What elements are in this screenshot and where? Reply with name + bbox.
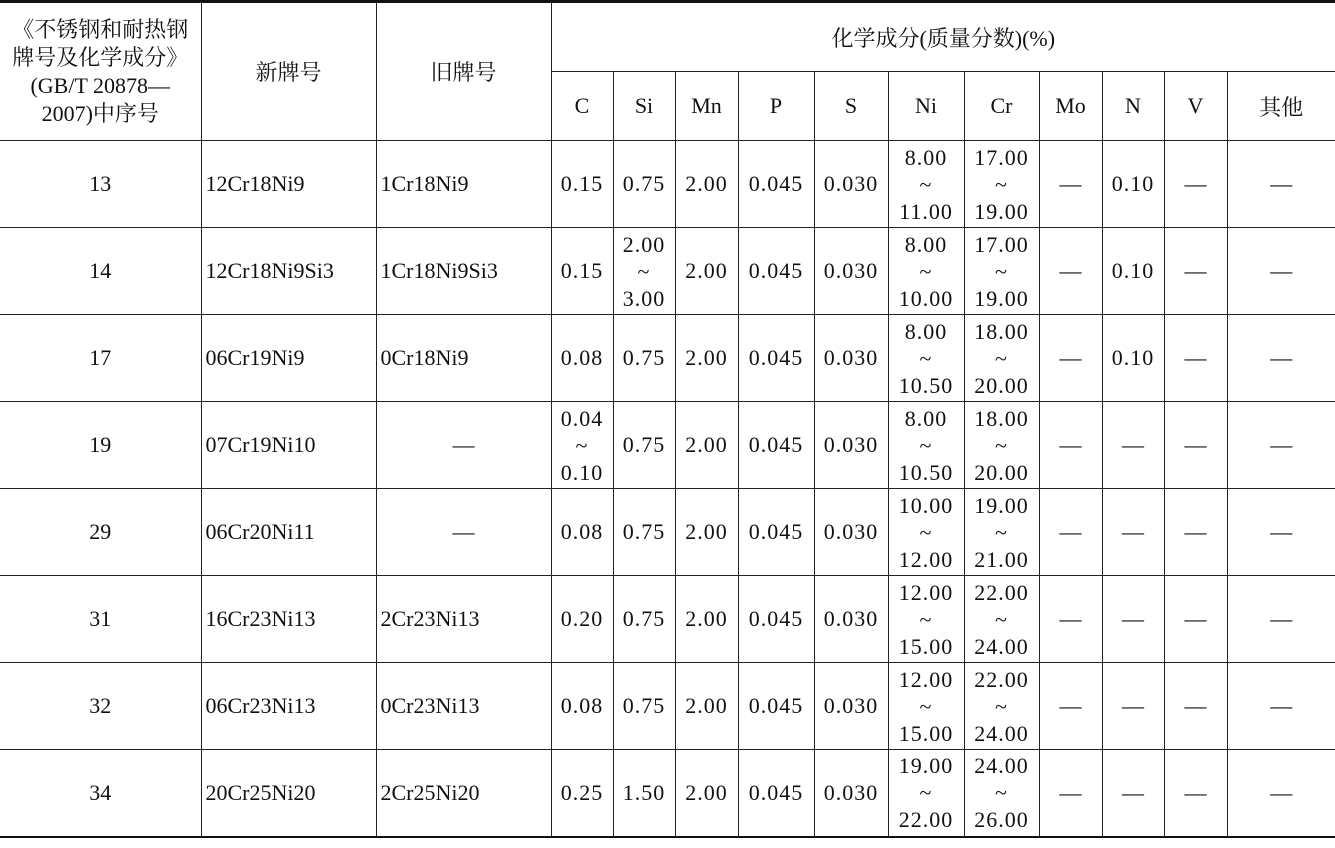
cell-other — [1227, 315, 1335, 402]
table-row — [0, 402, 1335, 489]
cell-value-line: 15.00 — [898, 720, 954, 746]
cell-value: — — [1270, 432, 1293, 457]
cell-ni — [888, 141, 964, 228]
cell-value: 0.030 — [823, 693, 879, 718]
cell-value-line: ~ — [995, 258, 1008, 284]
cell-value-line: 19.00 — [974, 198, 1029, 224]
cell-seq: 32 — [0, 663, 201, 750]
cell-mo — [1039, 663, 1102, 750]
cell-value-line: ~ — [575, 432, 589, 458]
header-new-grade: 新牌号 — [201, 2, 376, 141]
cell-value-line: ~ — [995, 432, 1008, 458]
cell-si — [613, 489, 675, 576]
cell-value-line: 18.00 — [974, 318, 1029, 344]
cell-value: 1.50 — [622, 779, 666, 805]
cell-value: — — [1184, 258, 1207, 283]
cell-value-line: 11.00 — [899, 198, 953, 224]
cell-other — [1227, 228, 1335, 315]
header-std-seq — [0, 2, 201, 141]
cell-seq: 14 — [0, 228, 201, 315]
cell-value-line: 12.00 — [898, 579, 954, 605]
cell-value: — — [1270, 606, 1293, 631]
table-row — [0, 750, 1335, 837]
cell-value: 0.15 — [560, 258, 604, 283]
cell-n — [1102, 576, 1164, 663]
cell-value-line: 8.00 — [904, 231, 948, 257]
cell-value: 0.75 — [622, 519, 666, 544]
cell-new-grade: 20Cr25Ni20 — [201, 750, 376, 837]
cell-mo — [1039, 750, 1102, 837]
cell-c — [551, 228, 613, 315]
cell-p — [738, 750, 814, 837]
cell-value: — — [1122, 432, 1144, 457]
cell-mn — [675, 663, 738, 750]
cell-mn — [675, 315, 738, 402]
cell-new-grade: 06Cr23Ni13 — [201, 663, 376, 750]
cell-value: 0.045 — [748, 258, 804, 283]
cell-value-line: 26.00 — [974, 807, 1029, 833]
cell-value: 0.15 — [560, 171, 604, 196]
cell-v — [1164, 402, 1227, 489]
cell-value: — — [1184, 606, 1207, 631]
cell-v — [1164, 228, 1227, 315]
cell-value-line: ~ — [995, 345, 1008, 371]
cell-value-line: 8.00 — [904, 405, 948, 431]
cell-value: — — [1059, 606, 1082, 631]
cell-value: — — [1270, 779, 1293, 805]
cell-other — [1227, 489, 1335, 576]
header-element: Ni — [888, 72, 964, 141]
header-element: 其他 — [1227, 72, 1335, 141]
cell-n — [1102, 663, 1164, 750]
cell-si — [613, 402, 675, 489]
table-body — [0, 141, 1335, 837]
cell-n — [1102, 315, 1164, 402]
cell-v — [1164, 315, 1227, 402]
header-element: S — [814, 72, 888, 141]
cell-s — [814, 228, 888, 315]
cell-cr — [964, 315, 1039, 402]
cell-new-grade: 12Cr18Ni9 — [201, 141, 376, 228]
cell-value: 2.00 — [685, 693, 728, 718]
cell-cr — [964, 141, 1039, 228]
header-std-line: 《不锈钢和耐热钢 — [12, 16, 189, 42]
cell-value: — — [1270, 258, 1293, 283]
cell-value: — — [1059, 779, 1082, 805]
cell-ni — [888, 228, 964, 315]
table-row — [0, 315, 1335, 402]
cell-value-line: 18.00 — [974, 405, 1029, 431]
cell-value-line: ~ — [919, 693, 933, 719]
header-element: Cr — [964, 72, 1039, 141]
cell-value-line: 19.00 — [974, 492, 1029, 518]
cell-value: 0.75 — [622, 693, 666, 718]
cell-value: 0.75 — [622, 171, 666, 196]
cell-value: — — [1122, 606, 1144, 631]
cell-ni — [888, 663, 964, 750]
cell-value-line: 22.00 — [974, 666, 1029, 692]
cell-value-line: 2.00 — [622, 231, 666, 257]
cell-c — [551, 402, 613, 489]
cell-value-line: 22.00 — [898, 807, 954, 833]
cell-c — [551, 489, 613, 576]
cell-seq: 13 — [0, 141, 201, 228]
cell-value: — — [1059, 519, 1082, 544]
cell-v — [1164, 489, 1227, 576]
header-element: Si — [613, 72, 675, 141]
cell-ni — [888, 489, 964, 576]
cell-value: — — [1184, 432, 1207, 457]
cell-si — [613, 228, 675, 315]
cell-value: 0.10 — [1111, 345, 1155, 370]
cell-value: 0.25 — [560, 779, 604, 805]
cell-value: 2.00 — [685, 258, 728, 283]
cell-p — [738, 663, 814, 750]
cell-value-line: ~ — [919, 606, 933, 632]
cell-value-line: ~ — [995, 780, 1008, 806]
cell-value: 0.030 — [823, 345, 879, 370]
cell-value: 0.030 — [823, 519, 879, 544]
header-composition: 化学成分(质量分数)(%) — [551, 2, 1335, 72]
table-row — [0, 141, 1335, 228]
cell-c — [551, 141, 613, 228]
cell-s — [814, 663, 888, 750]
cell-new-grade: 06Cr20Ni11 — [201, 489, 376, 576]
cell-old-grade: — — [376, 402, 551, 489]
cell-value: 0.045 — [748, 432, 804, 457]
table-row — [0, 228, 1335, 315]
header-element: N — [1102, 72, 1164, 141]
header-std-line: 2007)中序号 — [41, 100, 159, 126]
cell-n — [1102, 402, 1164, 489]
cell-value: 2.00 — [685, 171, 728, 196]
cell-new-grade: 12Cr18Ni9Si3 — [201, 228, 376, 315]
cell-other — [1227, 663, 1335, 750]
cell-value: — — [1059, 171, 1082, 196]
cell-mo — [1039, 489, 1102, 576]
cell-value: — — [1122, 693, 1144, 718]
cell-value: 0.030 — [823, 606, 879, 631]
cell-ni — [888, 576, 964, 663]
cell-new-grade: 16Cr23Ni13 — [201, 576, 376, 663]
cell-value-line: 24.00 — [974, 720, 1029, 746]
cell-value-line: 19.00 — [974, 285, 1029, 311]
cell-other — [1227, 576, 1335, 663]
cell-n — [1102, 141, 1164, 228]
cell-value-line: 10.50 — [898, 372, 954, 398]
cell-value-line: 17.00 — [974, 144, 1029, 170]
cell-c — [551, 663, 613, 750]
cell-old-grade: 2Cr23Ni13 — [376, 576, 551, 663]
cell-mo — [1039, 402, 1102, 489]
cell-value-line: ~ — [919, 519, 933, 545]
cell-value: — — [1059, 345, 1082, 370]
cell-value-line: 22.00 — [974, 579, 1029, 605]
cell-value: 0.08 — [560, 693, 604, 718]
cell-mn — [675, 489, 738, 576]
cell-value-line: 24.00 — [974, 633, 1029, 659]
cell-ni — [888, 402, 964, 489]
cell-value: — — [1270, 345, 1293, 370]
cell-seq: 19 — [0, 402, 201, 489]
cell-cr — [964, 750, 1039, 837]
cell-value-line: 3.00 — [622, 285, 666, 311]
cell-old-grade: 0Cr18Ni9 — [376, 315, 551, 402]
cell-value-line: 17.00 — [974, 231, 1029, 257]
cell-s — [814, 489, 888, 576]
cell-value: 0.10 — [1111, 258, 1155, 283]
cell-value: 0.030 — [823, 779, 879, 805]
header-old-grade: 旧牌号 — [376, 2, 551, 141]
cell-value: 0.030 — [823, 258, 879, 283]
cell-c — [551, 750, 613, 837]
cell-value: 0.75 — [622, 606, 666, 631]
cell-v — [1164, 663, 1227, 750]
cell-cr — [964, 576, 1039, 663]
cell-n — [1102, 489, 1164, 576]
cell-value-line: 8.00 — [904, 144, 948, 170]
cell-value-line: 21.00 — [974, 546, 1029, 572]
cell-p — [738, 315, 814, 402]
cell-value-line: 19.00 — [898, 753, 954, 779]
cell-other — [1227, 402, 1335, 489]
cell-v — [1164, 750, 1227, 837]
cell-v — [1164, 576, 1227, 663]
cell-v — [1164, 141, 1227, 228]
cell-value: — — [1184, 519, 1207, 544]
cell-value: 0.030 — [823, 171, 879, 196]
cell-value-line: ~ — [919, 171, 933, 197]
cell-value: — — [1184, 779, 1207, 805]
cell-old-grade: 1Cr18Ni9Si3 — [376, 228, 551, 315]
cell-new-grade: 06Cr19Ni9 — [201, 315, 376, 402]
header-element: C — [551, 72, 613, 141]
cell-value: 0.045 — [748, 345, 804, 370]
cell-mo — [1039, 576, 1102, 663]
cell-value: — — [1122, 779, 1144, 805]
cell-cr — [964, 489, 1039, 576]
cell-value-line: ~ — [995, 606, 1008, 632]
cell-value: 0.045 — [748, 606, 804, 631]
cell-si — [613, 315, 675, 402]
cell-cr — [964, 228, 1039, 315]
cell-s — [814, 576, 888, 663]
cell-s — [814, 315, 888, 402]
cell-value-line: ~ — [919, 432, 933, 458]
cell-old-grade: — — [376, 489, 551, 576]
cell-value: — — [1184, 693, 1207, 718]
cell-value-line: 20.00 — [974, 372, 1029, 398]
cell-value: — — [1270, 693, 1293, 718]
cell-seq: 17 — [0, 315, 201, 402]
cell-value: — — [1270, 171, 1293, 196]
cell-value-line: ~ — [919, 780, 933, 806]
cell-mn — [675, 576, 738, 663]
cell-mo — [1039, 228, 1102, 315]
cell-value-line: ~ — [995, 519, 1008, 545]
cell-mn — [675, 750, 738, 837]
cell-value-line: 10.50 — [898, 459, 954, 485]
cell-value-line: ~ — [919, 258, 933, 284]
cell-p — [738, 141, 814, 228]
cell-value: 0.75 — [622, 432, 666, 457]
cell-value-line: 20.00 — [974, 459, 1029, 485]
cell-new-grade: 07Cr19Ni10 — [201, 402, 376, 489]
cell-si — [613, 663, 675, 750]
header-element: Mn — [675, 72, 738, 141]
cell-s — [814, 402, 888, 489]
cell-value: 2.00 — [685, 606, 728, 631]
cell-value: — — [1184, 345, 1207, 370]
cell-value: 2.00 — [685, 432, 728, 457]
cell-p — [738, 489, 814, 576]
cell-old-grade: 1Cr18Ni9 — [376, 141, 551, 228]
cell-s — [814, 141, 888, 228]
cell-seq: 31 — [0, 576, 201, 663]
cell-value: 0.030 — [823, 432, 879, 457]
cell-n — [1102, 750, 1164, 837]
cell-value: — — [1270, 519, 1293, 544]
cell-value: 0.10 — [1111, 171, 1155, 196]
cell-value: — — [1122, 519, 1144, 544]
header-element: P — [738, 72, 814, 141]
cell-value-line: ~ — [919, 345, 933, 371]
cell-value-line: ~ — [995, 693, 1008, 719]
cell-value-line: 0.10 — [560, 459, 604, 485]
cell-value: 2.00 — [685, 345, 728, 370]
cell-value-line: 15.00 — [898, 633, 954, 659]
cell-value: — — [1059, 258, 1082, 283]
cell-p — [738, 402, 814, 489]
cell-value-line: ~ — [637, 258, 651, 284]
header-element: Mo — [1039, 72, 1102, 141]
table-row — [0, 576, 1335, 663]
cell-mn — [675, 141, 738, 228]
cell-value: 0.045 — [748, 519, 804, 544]
cell-old-grade: 2Cr25Ni20 — [376, 750, 551, 837]
cell-value: — — [1184, 171, 1207, 196]
cell-other — [1227, 141, 1335, 228]
cell-value-line: 12.00 — [898, 546, 954, 572]
header-std-line: 牌号及化学成分》 — [12, 44, 189, 70]
cell-value: 0.08 — [560, 519, 604, 544]
cell-value: 0.045 — [748, 171, 804, 196]
cell-value: 2.00 — [685, 519, 728, 544]
cell-value: 0.045 — [748, 693, 804, 718]
cell-ni — [888, 315, 964, 402]
cell-seq: 34 — [0, 750, 201, 837]
cell-old-grade: 0Cr23Ni13 — [376, 663, 551, 750]
cell-value-line: 10.00 — [898, 285, 954, 311]
cell-value: 0.20 — [560, 606, 604, 631]
cell-other — [1227, 750, 1335, 837]
cell-value: 0.045 — [748, 779, 804, 805]
cell-mn — [675, 402, 738, 489]
cell-n — [1102, 228, 1164, 315]
cell-cr — [964, 402, 1039, 489]
table-row — [0, 663, 1335, 750]
cell-mn — [675, 228, 738, 315]
cell-value: 2.00 — [685, 779, 728, 805]
cell-si — [613, 576, 675, 663]
cell-value: 0.75 — [622, 345, 666, 370]
cell-value: — — [1059, 693, 1082, 718]
cell-ni — [888, 750, 964, 837]
cell-mo — [1039, 141, 1102, 228]
cell-c — [551, 576, 613, 663]
cell-si — [613, 141, 675, 228]
cell-value-line: ~ — [995, 171, 1008, 197]
cell-c — [551, 315, 613, 402]
cell-value-line: 12.00 — [898, 666, 954, 692]
cell-value-line: 0.04 — [560, 405, 604, 431]
cell-value: 0.08 — [560, 345, 604, 370]
cell-mo — [1039, 315, 1102, 402]
cell-value-line: 10.00 — [898, 492, 954, 518]
header-element: V — [1164, 72, 1227, 141]
cell-cr — [964, 663, 1039, 750]
header-std-line: (GB/T 20878— — [30, 72, 171, 98]
cell-value-line: 8.00 — [904, 318, 948, 344]
cell-value: — — [1059, 432, 1082, 457]
cell-p — [738, 576, 814, 663]
cell-seq: 29 — [0, 489, 201, 576]
cell-si — [613, 750, 675, 837]
table-row — [0, 489, 1335, 576]
cell-value-line: 24.00 — [974, 753, 1029, 779]
cell-s — [814, 750, 888, 837]
cell-p — [738, 228, 814, 315]
